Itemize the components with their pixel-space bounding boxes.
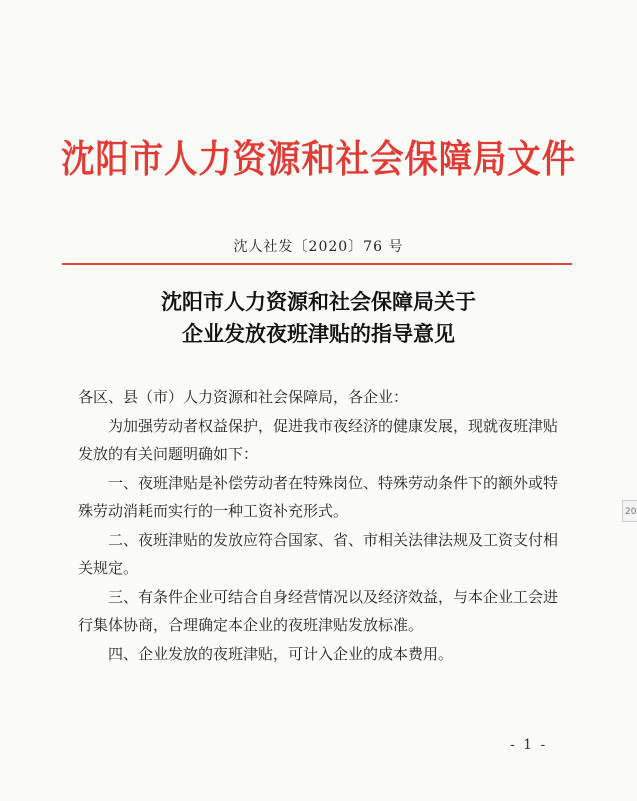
paragraph-item-4: 四、企业发放的夜班津贴，可计入企业的成本费用。 [108, 644, 454, 663]
salutation: 各区、县（市）人力资源和社会保障局，各企业： [78, 388, 409, 406]
paragraph-intro: 为加强劳动者权益保护，促进我市夜经济的健康发展，现就夜班津贴发放的有关问题明确如下： [78, 416, 559, 463]
document-title [0, 286, 637, 350]
title-line-1: 沈阳市人力资源和社会保障局关于 [161, 289, 476, 314]
page-number: - 1 - [510, 737, 548, 753]
side-tab[interactable]: 20 [622, 500, 637, 522]
title-line-2: 企业发放夜班津贴的指导意见 [182, 321, 455, 346]
document-body [78, 383, 564, 668]
paragraph-item-3: 三、有条件企业可结合自身经营情况以及经济效益，与本企业工会进行集体协商，合理确定本企业的夜班津贴发放标准。 [78, 587, 559, 634]
document-number: 沈人社发〔2020〕76 号 [233, 239, 404, 255]
paragraph-item-1: 一、夜班津贴是补偿劳动者在特殊岗位、特殊劳动条件下的额外或特殊劳动消耗而实行的一种工资补充形式。 [78, 473, 559, 520]
paragraph-item-2: 二、夜班津贴的发放应符合国家、省、市相关法律法规及工资支付相关规定。 [78, 530, 559, 577]
red-divider [62, 263, 572, 265]
issuer-header: 沈阳市人力资源和社会保障局文件 [61, 136, 576, 181]
